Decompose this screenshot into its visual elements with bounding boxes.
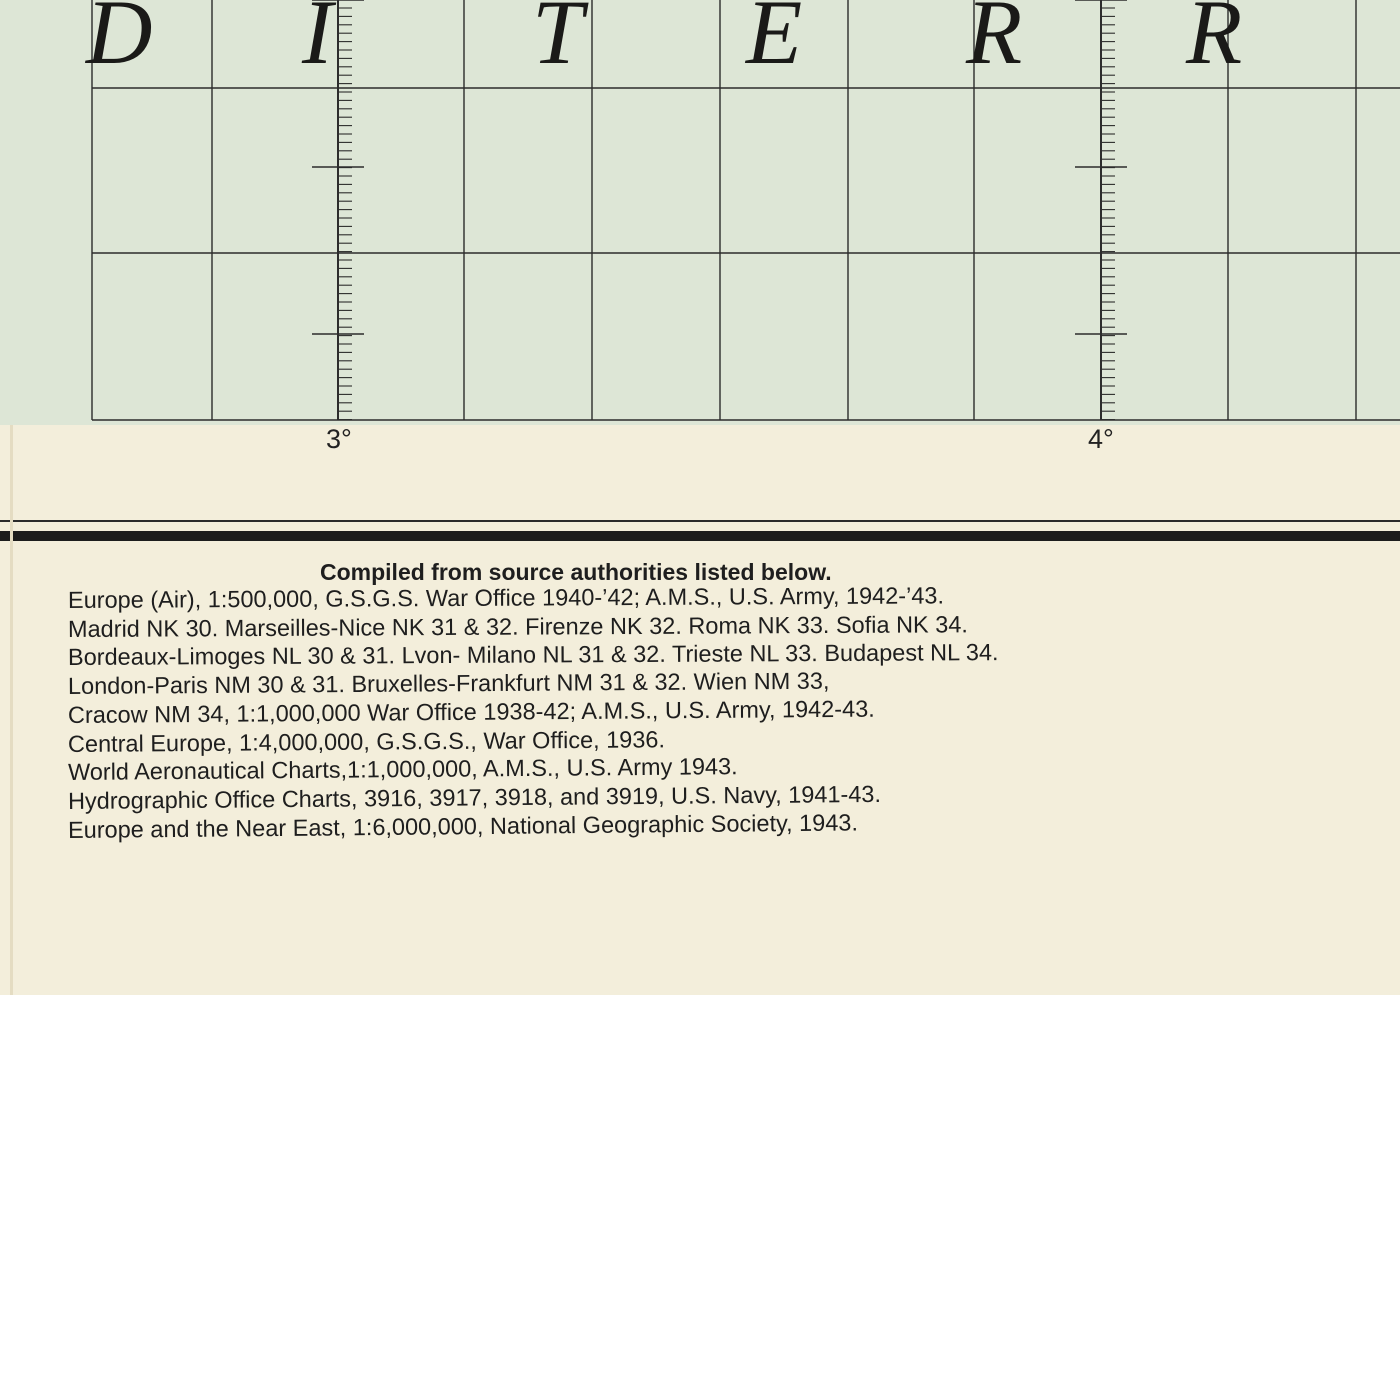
source-authorities-note: [68, 558, 1388, 844]
sea-name-letter: R: [1186, 0, 1243, 83]
longitude-label-3: 3°: [326, 424, 352, 454]
source-line: Europe (Air), 1:500,000, G.S.G.S. War Office 1940-’42; A.M.S., U.S. Army, 1942-’43.: [67, 582, 945, 613]
sea-name-letter: R: [966, 0, 1023, 83]
source-line: Europe and the Near East, 1:6,000,000, National Geographic Society, 1943.: [67, 809, 859, 843]
sea-name-letter: I: [302, 0, 333, 83]
source-line: World Aeronautical Charts,1:1,000,000, A.M.S., U.S. Army 1943.: [67, 753, 738, 786]
sources-heading: Compiled from source authorities listed below.: [320, 559, 832, 585]
source-line: Bordeaux-Limoges NL 30 & 31. Lvon- Milano NL 31 & 32. Trieste NL 33. Budapest NL 34.: [67, 639, 999, 671]
border-rule-thick: [0, 531, 1400, 541]
sea-name-letter: D: [86, 0, 153, 83]
source-line: Cracow NM 34, 1:1,000,000 War Office 1938-42; A.M.S., U.S. Army, 1942-43.: [67, 695, 875, 728]
sea-area: [0, 0, 1400, 425]
source-line: Madrid NK 30. Marseilles-Nice NK 31 & 32. Firenze NK 32. Roma NK 33. Sofia NK 34.: [67, 610, 968, 642]
longitude-label-4: 4°: [1088, 424, 1114, 454]
sea-name-letter: E: [746, 0, 803, 83]
source-line: Central Europe, 1:4,000,000, G.S.G.S., War Office, 1936.: [67, 725, 666, 757]
sea-name-letter: T: [532, 0, 584, 83]
source-line: London-Paris NM 30 & 31. Bruxelles-Frankfurt NM 31 & 32. Wien NM 33,: [67, 667, 830, 700]
border-rule-thin: [0, 520, 1400, 522]
paper-fold-edge: [10, 425, 13, 995]
source-line: Hydrographic Office Charts, 3916, 3917, 3918, and 3919, U.S. Navy, 1941-43.: [67, 780, 882, 814]
